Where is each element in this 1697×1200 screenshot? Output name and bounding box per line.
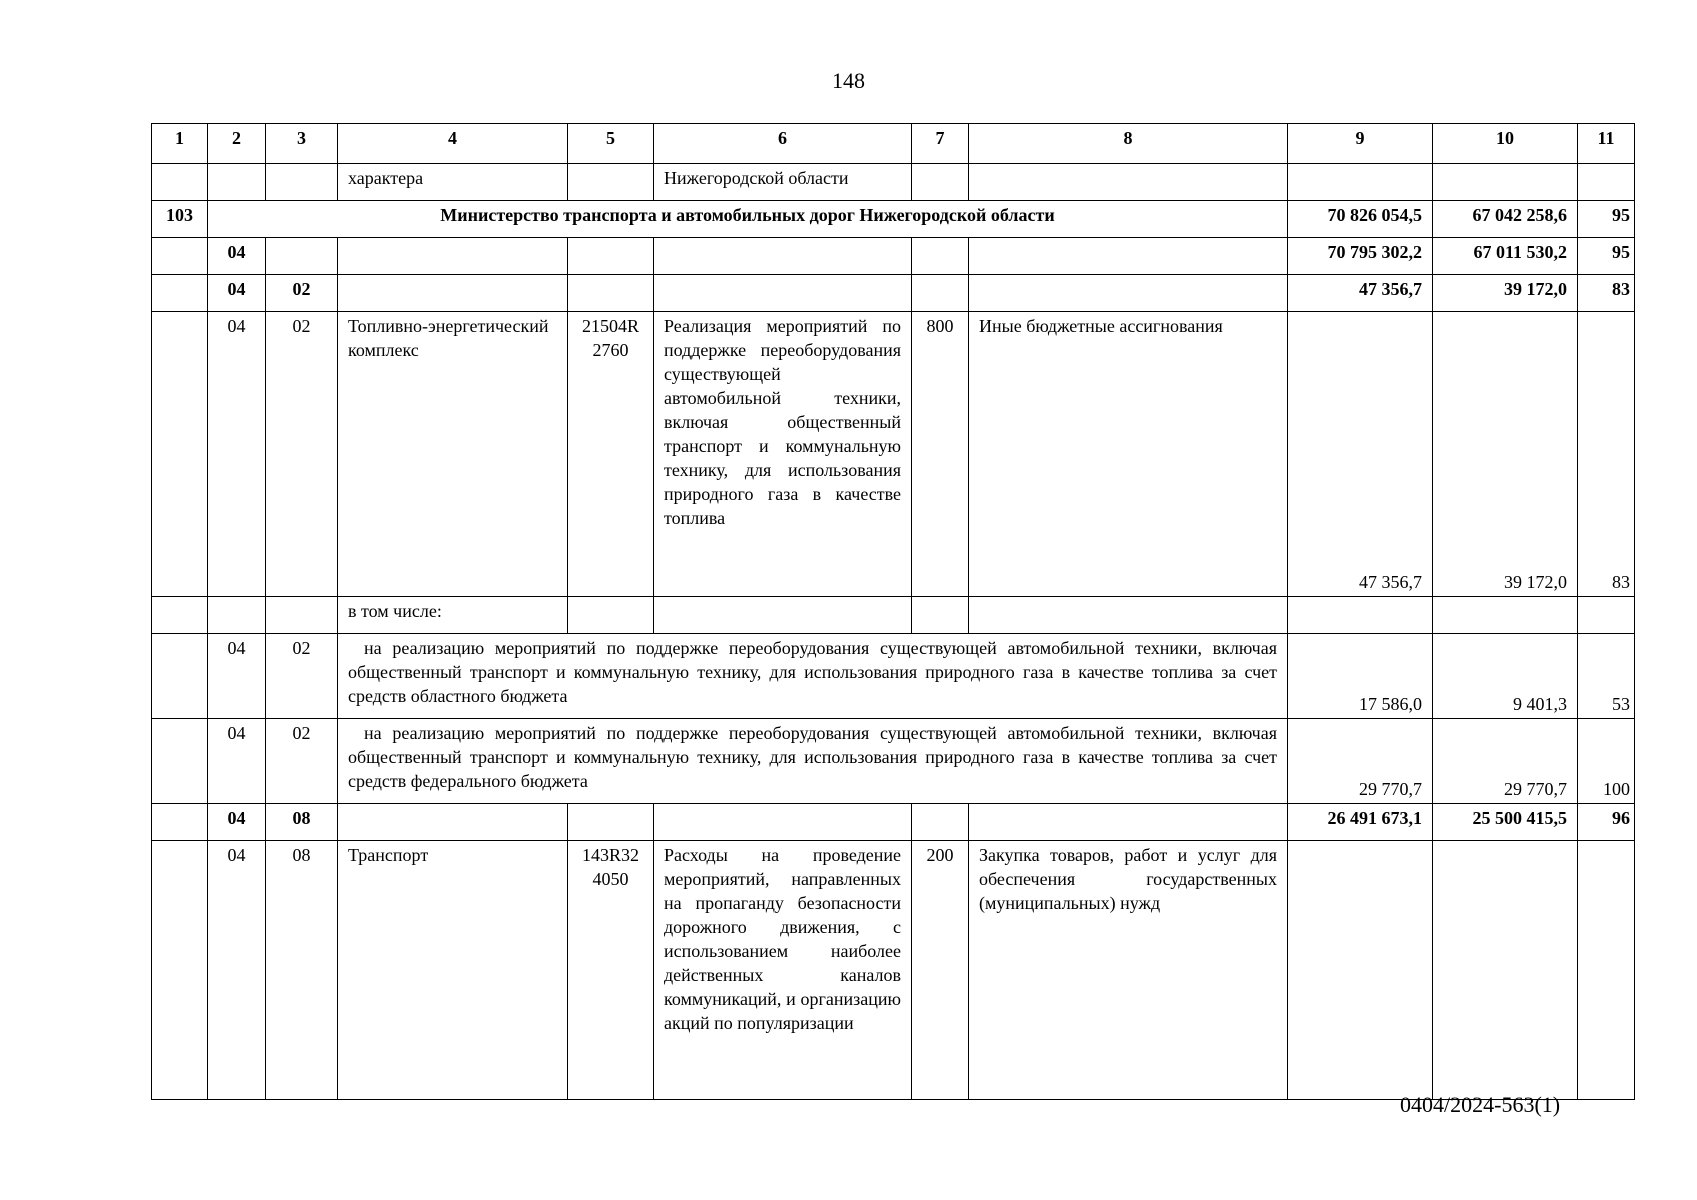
table-row (152, 841, 1635, 1100)
header-cell: 7 (912, 124, 969, 164)
cell-amount-plan: 26 491 673,1 (1288, 804, 1433, 841)
table-row (152, 597, 1635, 634)
table-row (152, 719, 1635, 804)
cell-merged-description: на реализацию мероприятий по поддержке переоборудования существующей автомобильной техники, включая общественный транспорт и коммунальную технику, для использования природного газа в качестве топлива за счет средств областного бюджета (338, 634, 1288, 719)
cell-section: 04 (208, 312, 266, 597)
cell-name: Транспорт (338, 841, 568, 1100)
table-row (152, 201, 1635, 238)
cell-expense-type: 800 (912, 312, 969, 597)
cell-target-code: 143R32 4050 (568, 841, 654, 1100)
cell-amount-fact: 67 042 258,6 (1433, 201, 1578, 238)
cell-percent: 95 (1578, 238, 1635, 275)
header-cell: 11 (1578, 124, 1635, 164)
cell-amount-plan: 47 356,7 (1288, 275, 1433, 312)
cell-amount-fact: 29 770,7 (1433, 719, 1578, 804)
cell-section: 04 (208, 841, 266, 1100)
cell-section: 04 (208, 238, 266, 275)
cell-description: Нижегородской области (654, 164, 912, 201)
page-number: 148 (832, 68, 865, 93)
cell-percent: 53 (1578, 634, 1635, 719)
cell-name: в том числе: (338, 597, 568, 634)
cell-name: Топливно-энергетический комплекс (338, 312, 568, 597)
header-cell: 3 (266, 124, 338, 164)
cell-amount-fact: 39 172,0 (1433, 275, 1578, 312)
cell-amount-plan: 70 826 054,5 (1288, 201, 1433, 238)
cell-amount-fact: 67 011 530,2 (1433, 238, 1578, 275)
header-cell: 10 (1433, 124, 1578, 164)
cell-section: 04 (208, 634, 266, 719)
table-row (152, 312, 1635, 597)
ministry-title: Министерство транспорта и автомобильных дорог Нижегородской области (208, 201, 1288, 238)
cell-expense-type: 200 (912, 841, 969, 1100)
cell-subsection: 02 (266, 634, 338, 719)
cell-section: 04 (208, 719, 266, 804)
header-cell: 5 (568, 124, 654, 164)
cell-amount-fact: 9 401,3 (1433, 634, 1578, 719)
header-cell: 4 (338, 124, 568, 164)
header-cell: 2 (208, 124, 266, 164)
table-row (152, 804, 1635, 841)
budget-table (151, 123, 1635, 1100)
document-code: 0404/2024-563(1) (1400, 1092, 1561, 1117)
cell-percent: 83 (1578, 275, 1635, 312)
cell-merged-description: на реализацию мероприятий по поддержке переоборудования существующей автомобильной техники, включая общественный транспорт и коммунальную технику, для использования природного газа в качестве топлива за счет средств федерального бюджета (338, 719, 1288, 804)
table-row (152, 634, 1635, 719)
cell-name: характера (338, 164, 568, 201)
header-cell: 6 (654, 124, 912, 164)
cell-amount-plan: 29 770,7 (1288, 719, 1433, 804)
cell-subsection: 02 (266, 275, 338, 312)
cell-description: Реализация мероприятий по поддержке переоборудования существующей автомобильной техники, включая общественный транспорт и коммунальную технику, для использования природного газа в качестве топлива (654, 312, 912, 597)
cell-target-code: 21504R 2760 (568, 312, 654, 597)
header-cell: 9 (1288, 124, 1433, 164)
cell-subsection: 02 (266, 719, 338, 804)
header-row (152, 124, 1635, 164)
cell-amount-plan: 47 356,7 (1288, 312, 1433, 597)
cell-section: 04 (208, 275, 266, 312)
header-cell: 8 (969, 124, 1288, 164)
cell-section: 04 (208, 804, 266, 841)
cell-subsection: 08 (266, 841, 338, 1100)
header-cell: 1 (152, 124, 208, 164)
cell-description: Расходы на проведение мероприятий, направленных на пропаганду безопасности дорожного движения, с использованием наиболее действенных каналов коммуникаций, и организацию акций по популяризации (654, 841, 912, 1100)
table-row (152, 164, 1635, 201)
cell-amount-plan: 17 586,0 (1288, 634, 1433, 719)
cell-subsection: 02 (266, 312, 338, 597)
cell-amount-plan: 70 795 302,2 (1288, 238, 1433, 275)
cell-code: 103 (152, 201, 208, 238)
cell-subsection: 08 (266, 804, 338, 841)
table-row (152, 275, 1635, 312)
cell-percent: 96 (1578, 804, 1635, 841)
cell-percent: 95 (1578, 201, 1635, 238)
cell-amount-fact: 39 172,0 (1433, 312, 1578, 597)
cell-expense-name: Иные бюджетные ассигнования (969, 312, 1288, 597)
cell-amount-fact: 25 500 415,5 (1433, 804, 1578, 841)
cell-expense-name: Закупка товаров, работ и услуг для обеспечения государственных (муниципальных) нужд (969, 841, 1288, 1100)
cell-percent: 83 (1578, 312, 1635, 597)
table-row (152, 238, 1635, 275)
cell-percent: 100 (1578, 719, 1635, 804)
